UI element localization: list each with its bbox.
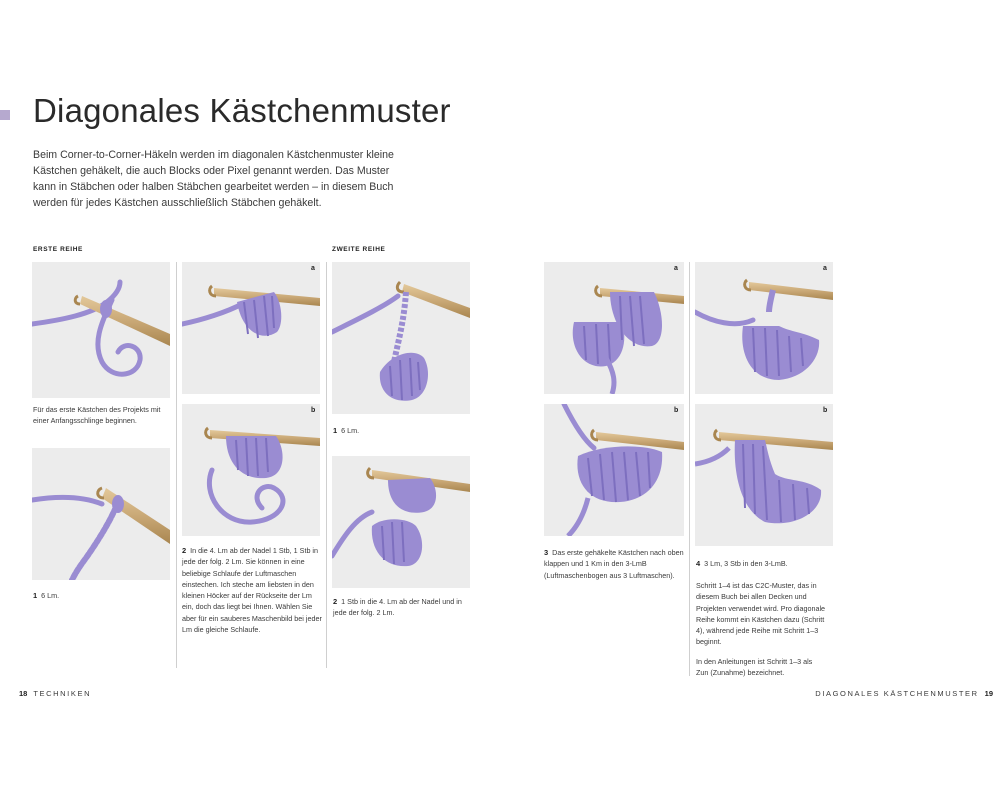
photo-label-a: a (674, 265, 678, 272)
photo-slip-knot (32, 262, 170, 398)
section-label-left: TECHNIKEN (33, 689, 92, 698)
step-text: 3 Lm, 3 Stb in den 3-LmB. (704, 559, 788, 568)
step-number: 1 (333, 426, 338, 435)
caption-step2 (182, 545, 322, 635)
photo-step2a (182, 262, 320, 394)
photo-step3a (544, 262, 684, 394)
caption-start: Für das erste Kästchen des Projekts mit einer Anfangsschlinge beginnen. (33, 405, 161, 426)
title-marker (0, 110, 10, 120)
caption-row2-step2 (333, 596, 471, 619)
photo-step3b (544, 404, 684, 536)
caption-step1 (33, 590, 171, 601)
step-number: 4 (696, 559, 701, 568)
photo-row2-step2 (332, 456, 470, 588)
step-text: 6 Lm. (41, 591, 60, 600)
section-heading-erste-reihe: ERSTE REIHE (33, 246, 83, 253)
note-c2c-pattern: Schritt 1–4 ist das C2C-Muster, das in diesem Buch bei allen Decken und Projekten verwendet wird. Pro diagonale Reihe kommt ein Kästchen dazu (Schritt 4), während jede Reihe mit Schritt 1–3 beginnt. (696, 581, 826, 647)
note-increase: In den Anleitungen ist Schritt 1–3 als Zun (Zunahme) bezeichnet. (696, 657, 813, 678)
step-text: In die 4. Lm ab der Nadel 1 Stb, 1 Stb in jede der folg. 2 Lm. Sie können in eine beliebige Schlaufe der Luftmaschen einstechen. Ich steche am liebsten in den kleinen Höcker auf der Rückseite der Lm ein, doch das liegt bei Ihnen. Wählen Sie aber für ein sauberes Maschenbild bei jeder Lm die gleiche Schlaufe. (182, 546, 322, 635)
step-text: Das erste gehäkelte Kästchen nach oben klappen und 1 Km in den 3-LmB (Luftmaschenbogen aus 3 Luftmaschen). (544, 548, 684, 580)
photo-row2-step1 (332, 262, 470, 414)
section-label-right: DIAGONALES KÄSTCHENMUSTER (815, 689, 979, 698)
divider (176, 262, 177, 668)
section-heading-zweite-reihe: ZWEITE REIHE (332, 246, 386, 253)
caption-step4 (696, 558, 836, 569)
photo-step1-chain (32, 448, 170, 580)
caption-row2-step1 (333, 425, 471, 436)
photo-label-b: b (311, 407, 316, 414)
page-number-left: 18 (19, 689, 28, 698)
divider (326, 262, 327, 668)
step-number: 1 (33, 591, 38, 600)
footer-right (815, 689, 999, 698)
divider (689, 262, 690, 676)
step-number: 3 (544, 548, 549, 557)
footer-left (13, 689, 91, 698)
photo-step4b (695, 404, 833, 546)
caption-step3 (544, 547, 686, 581)
page-number-right: 19 (984, 689, 993, 698)
step-text: 6 Lm. (341, 426, 360, 435)
step-number: 2 (333, 597, 338, 606)
step-text: 1 Stb in die 4. Lm ab der Nadel und in jede der folg. 2 Lm. (333, 597, 462, 618)
photo-step4a (695, 262, 833, 394)
photo-label-a: a (823, 265, 827, 272)
page-title: Diagonales Kästchenmuster (33, 92, 451, 129)
photo-label-a: a (311, 265, 315, 272)
photo-label-b: b (674, 407, 679, 414)
step-number: 2 (182, 546, 187, 555)
photo-label-b: b (823, 407, 828, 414)
photo-step2b (182, 404, 320, 536)
intro-paragraph: Beim Corner-to-Corner-Häkeln werden im diagonalen Kästchenmuster kleine Kästchen gehäkelt, die auch Blocks oder Pixel genannt werden. Das Muster kann in Stäbchen oder halben Stäbchen gearbeitet werden – in diesem Buch werden für jedes Kästchen ausschließlich Stäbchen gehäkelt. (33, 149, 394, 209)
